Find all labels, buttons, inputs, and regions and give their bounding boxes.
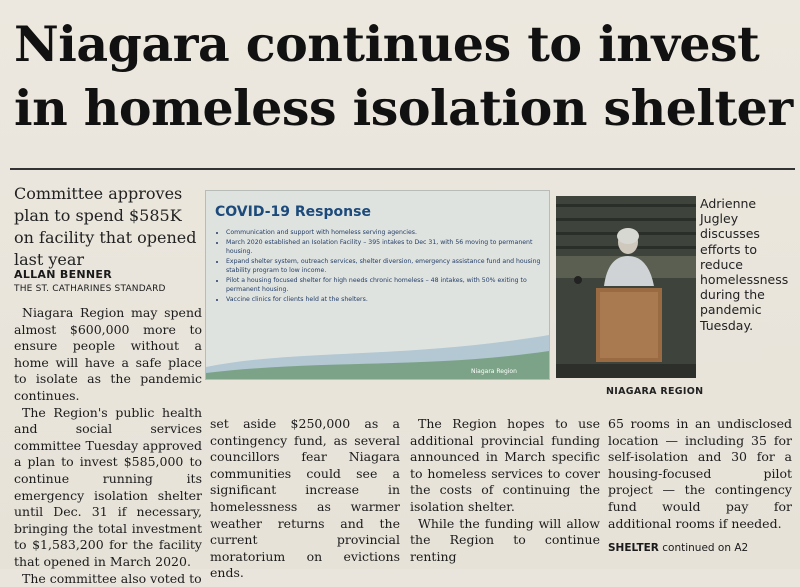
slide-bullets xyxy=(216,228,546,305)
article-column-2 xyxy=(210,416,400,582)
article-paragraph: set aside $250,000 as a contingency fund, as several councillors fear Niagara communities could see a significant increase in homelessness as warmer weather returns and the current provincial moratorium on evictions ends. xyxy=(210,416,400,582)
byline-credit: THE ST. CATHARINES STANDARD xyxy=(14,284,166,294)
deck: Committee approves plan to spend $585K on facility that opened last year xyxy=(14,183,204,271)
speaker-photo-graphic xyxy=(556,196,696,378)
continuation-line xyxy=(608,540,792,557)
article-paragraph: The committee also voted to xyxy=(14,571,202,587)
article-paragraph: 65 rooms in an undisclosed location — including 35 for self-isolation and 30 for a housing-focused pilot project — the contingency fund would pay for additional rooms if needed. xyxy=(608,416,792,532)
slide-bullet: • Pilot a housing focused shelter for high needs chronic homeless – 48 intakes, with 50% exiting to permanent housing. xyxy=(226,276,546,294)
article-paragraph: The Region hopes to use additional provincial funding announced in March specific to homeless services to cover the costs of continuing the isolation shelter. xyxy=(410,416,600,516)
speaker-photo xyxy=(556,196,696,378)
article-paragraph: Niagara Region may spend almost $600,000 more to ensure people without a home will have a safe place to isolate as the pandemic continues. xyxy=(14,305,202,405)
slide-title: COVID-19 Response xyxy=(215,204,371,220)
slide-bullet: • Communication and support with homeless serving agencies. xyxy=(226,228,546,237)
headline-rule xyxy=(10,168,795,170)
article-paragraph: While the funding will allow the Region to continue renting xyxy=(410,516,600,566)
slide-bullet: • March 2020 established an Isolation Facility – 395 intakes to Dec 31, with 56 moving to permanent housing. xyxy=(226,238,546,256)
slide-bullet: • Vaccine clinics for clients held at the shelters. xyxy=(226,295,546,304)
slide-logo: Niagara Region xyxy=(471,368,517,375)
slide-wave-graphic xyxy=(206,329,549,379)
headline xyxy=(14,12,794,140)
slide-bullet: • Expand shelter system, outreach services, shelter diversion, emergency assistance fund and housing stability program to low income. xyxy=(226,257,546,275)
article-column-4 xyxy=(608,416,792,557)
article-column-3 xyxy=(410,416,600,565)
article-column-1 xyxy=(14,305,202,587)
jump-text: continued on A2 xyxy=(662,542,748,554)
jump-label: SHELTER xyxy=(608,542,659,554)
slide-photo xyxy=(205,190,550,380)
article-paragraph: The Region's public health and social services committee Tuesday approved a plan to invest $585,000 to continue running its emergency isolation shelter until Dec. 31 if necessary, bringing the total investment to $1,583,200 for the facility that opened in March 2020. xyxy=(14,405,202,571)
headline-line-1: Niagara continues to invest xyxy=(14,12,794,76)
headline-line-2: in homeless isolation shelter xyxy=(14,76,794,140)
photo-credit: NIAGARA REGION xyxy=(606,386,703,397)
byline: ALLAN BENNER xyxy=(14,268,112,281)
photo-caption: Adrienne Jugley discusses efforts to reduce homelessness during the pandemic Tuesday. xyxy=(700,196,794,333)
